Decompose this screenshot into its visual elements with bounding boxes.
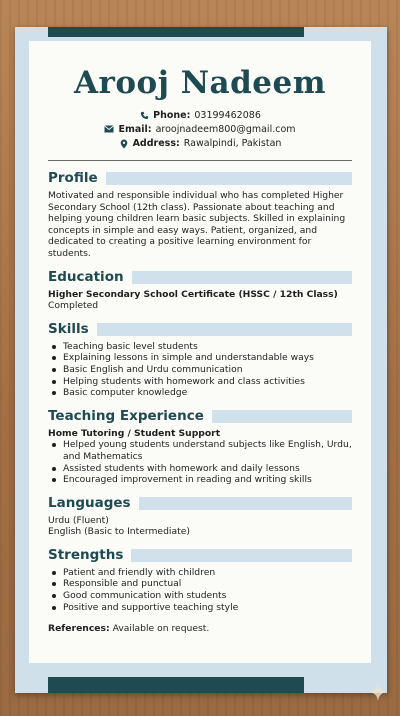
education-degree: Higher Secondary School Certificate (HSSC / 12th Class) <box>48 288 338 300</box>
email-value: aroojnadeem800@gmail.com <box>155 124 296 135</box>
skills-heading: Skills <box>48 320 89 337</box>
education-heading: Education <box>48 268 124 285</box>
top-accent-bar <box>48 27 304 37</box>
languages-heading: Languages <box>48 494 131 511</box>
header-divider <box>48 160 352 161</box>
language-item: Urdu (Fluent) <box>48 514 109 526</box>
contact-email: Email: aroojnadeem800@gmail.com <box>48 123 352 137</box>
list-item: Patient and friendly with children <box>48 567 352 579</box>
profile-section <box>48 170 352 260</box>
sparkle-icon <box>368 682 388 702</box>
section-rule <box>139 497 352 510</box>
phone-value: 03199462086 <box>194 110 261 121</box>
references-label: References: <box>48 623 110 635</box>
address-value: Rawalpindi, Pakistan <box>183 138 282 149</box>
contact-block <box>48 109 352 151</box>
contact-phone: Phone: 03199462086 <box>48 109 352 123</box>
bottom-accent-bar <box>48 677 304 693</box>
list-item: Explaining lessons in simple and understandable ways <box>48 352 352 364</box>
references-text: Available on request. <box>112 623 210 635</box>
section-rule <box>212 410 352 423</box>
list-item: Assisted students with homework and daily lessons <box>48 463 352 475</box>
language-item: English (Basic to Intermediate) <box>48 526 190 538</box>
resume-paper <box>29 41 371 663</box>
profile-text: Motivated and responsible individual who has completed Higher Secondary School (12th class). Passionate about teaching and helping young children learn basic subjects. Skilled in explaining concepts in simple and easy ways. Patient, organized, and dedicated to creating a positive learning environment for students. <box>48 190 346 259</box>
section-rule <box>131 549 352 562</box>
experience-section <box>48 408 352 486</box>
list-item: Teaching basic level students <box>48 341 352 353</box>
education-status: Completed <box>48 300 99 312</box>
contact-address: Address: Rawalpindi, Pakistan <box>48 137 352 151</box>
languages-section <box>48 495 352 538</box>
references-line <box>48 623 352 634</box>
experience-heading: Teaching Experience <box>48 407 204 424</box>
list-item: Good communication with students <box>48 590 352 602</box>
list-item: Helped young students understand subjects like English, Urdu, and Mathematics <box>48 439 352 462</box>
phone-icon <box>139 111 149 121</box>
candidate-name: Arooj Nadeem <box>73 65 327 101</box>
section-rule <box>97 323 352 336</box>
list-item: Responsible and punctual <box>48 578 352 590</box>
envelope-icon <box>104 125 114 135</box>
list-item: Positive and supportive teaching style <box>48 602 352 614</box>
list-item: Encouraged improvement in reading and writing skills <box>48 474 352 486</box>
map-pin-icon <box>119 139 129 149</box>
strengths-section <box>48 547 352 613</box>
profile-heading: Profile <box>48 170 98 186</box>
strengths-list <box>48 567 352 613</box>
skills-list <box>48 341 352 399</box>
section-rule <box>132 271 352 284</box>
section-rule <box>106 172 352 185</box>
list-item: Basic English and Urdu communication <box>48 364 352 376</box>
skills-section <box>48 321 352 399</box>
strengths-heading: Strengths <box>48 546 124 563</box>
experience-role: Home Tutoring / Student Support <box>48 427 221 439</box>
experience-list <box>48 439 352 485</box>
list-item: Basic computer knowledge <box>48 387 352 399</box>
resume-frame <box>15 27 387 693</box>
education-section <box>48 269 352 312</box>
list-item: Helping students with homework and class activities <box>48 376 352 388</box>
